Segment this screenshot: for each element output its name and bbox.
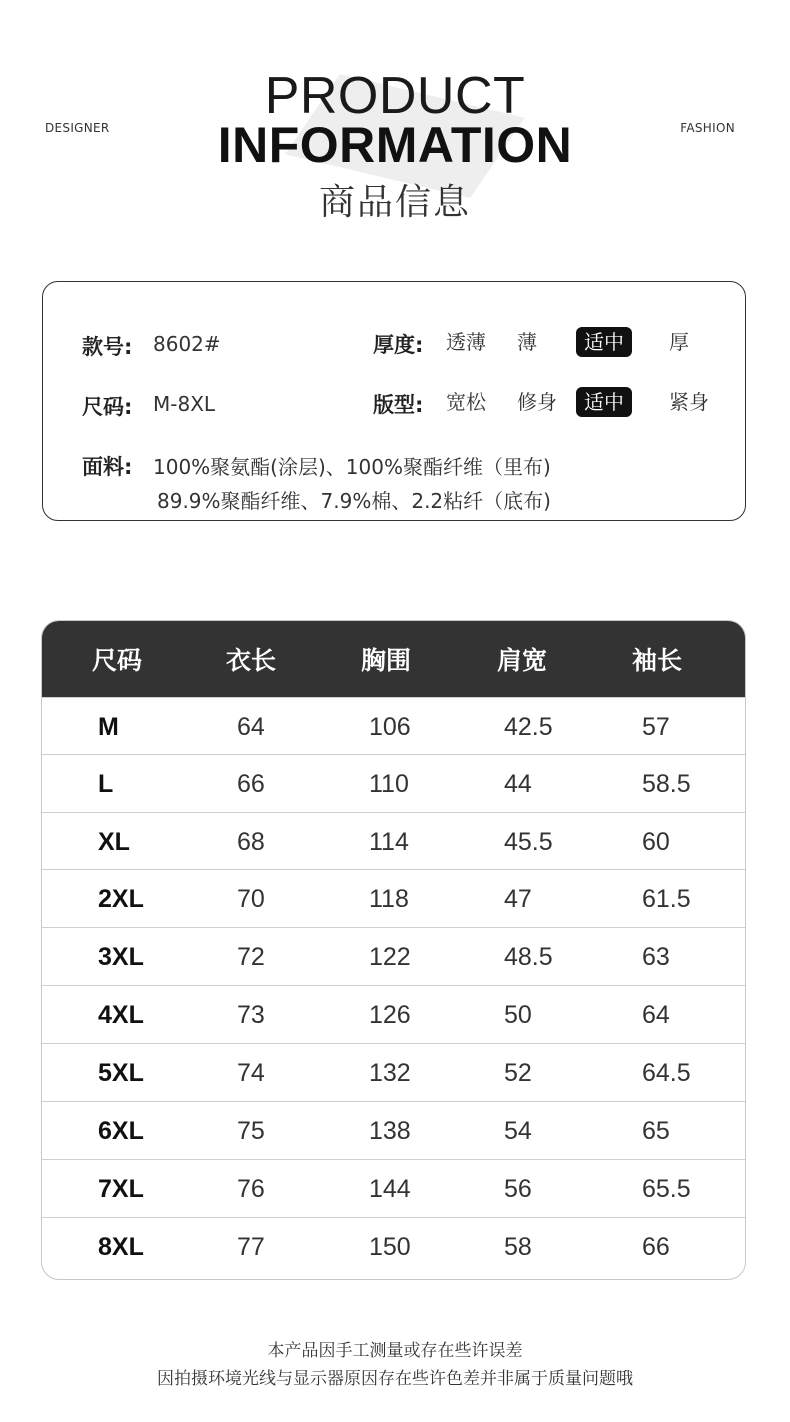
table-row xyxy=(42,1043,746,1101)
size-table-header xyxy=(42,621,746,697)
cell-size: 2XL xyxy=(98,885,144,913)
table-row xyxy=(42,1101,746,1159)
thickness-option-thin: 薄 xyxy=(517,330,537,354)
cell-sleeve: 61.5 xyxy=(642,885,691,913)
size-range-value: M-8XL xyxy=(153,392,216,416)
cell-shoulder: 45.5 xyxy=(504,828,553,856)
fabric-line-1: 100%聚氨酯(涂层)、100%聚酯纤维（里布) xyxy=(153,455,551,479)
cell-chest: 114 xyxy=(369,828,409,856)
cell-length: 73 xyxy=(237,1001,265,1029)
style-no-label: 款号: xyxy=(82,335,133,359)
thickness-option-very-thin: 透薄 xyxy=(446,330,486,354)
cell-length: 77 xyxy=(237,1233,265,1261)
cell-shoulder: 48.5 xyxy=(504,943,553,971)
table-row xyxy=(42,1217,746,1275)
cell-size: 8XL xyxy=(98,1233,144,1261)
cell-shoulder: 42.5 xyxy=(504,713,553,741)
cell-length: 75 xyxy=(237,1117,265,1145)
cell-sleeve: 64.5 xyxy=(642,1059,691,1087)
cell-size: L xyxy=(98,770,114,798)
cell-sleeve: 60 xyxy=(642,828,670,856)
cell-length: 68 xyxy=(237,828,265,856)
cell-shoulder: 44 xyxy=(504,770,532,798)
product-info-box xyxy=(42,281,746,521)
cell-sleeve: 58.5 xyxy=(642,770,691,798)
cell-chest: 138 xyxy=(369,1117,411,1145)
header-shoulder: 肩宽 xyxy=(497,646,548,675)
table-row xyxy=(42,697,746,755)
fit-option-loose: 宽松 xyxy=(446,390,486,414)
cell-length: 74 xyxy=(237,1059,265,1087)
table-row xyxy=(42,985,746,1043)
cell-size: 7XL xyxy=(98,1175,144,1203)
fit-label: 版型: xyxy=(373,393,424,417)
title-product: PRODUCT xyxy=(264,67,526,125)
cell-chest: 126 xyxy=(369,1001,411,1029)
cell-chest: 132 xyxy=(369,1059,411,1087)
thickness-option-thick: 厚 xyxy=(669,330,689,354)
measurement-note: 本产品因手工测量或存在些许误差 xyxy=(267,1341,523,1361)
cell-sleeve: 64 xyxy=(642,1001,670,1029)
table-row xyxy=(42,812,746,870)
cell-size: 3XL xyxy=(98,943,144,971)
designer-label: DESIGNER xyxy=(45,121,110,135)
cell-shoulder: 47 xyxy=(504,885,532,913)
cell-shoulder: 54 xyxy=(504,1117,532,1145)
cell-size: XL xyxy=(98,828,130,856)
table-row xyxy=(42,1159,746,1217)
cell-length: 70 xyxy=(237,885,265,913)
cell-chest: 106 xyxy=(369,713,411,741)
cell-shoulder: 52 xyxy=(504,1059,532,1087)
header-chest: 胸围 xyxy=(361,646,412,675)
cell-shoulder: 58 xyxy=(504,1233,532,1261)
cell-sleeve: 65 xyxy=(642,1117,670,1145)
table-row xyxy=(42,927,746,985)
cell-chest: 118 xyxy=(369,885,409,913)
cell-length: 76 xyxy=(237,1175,265,1203)
cell-length: 66 xyxy=(237,770,265,798)
cell-size: 6XL xyxy=(98,1117,144,1145)
cell-sleeve: 66 xyxy=(642,1233,670,1261)
cell-length: 72 xyxy=(237,943,265,971)
fit-option-regular-selected: 适中 xyxy=(576,387,632,417)
thickness-label: 厚度: xyxy=(373,333,424,357)
header-sleeve: 袖长 xyxy=(632,646,683,675)
cell-sleeve: 57 xyxy=(642,713,670,741)
title-information: INFORMATION xyxy=(217,117,573,173)
size-table xyxy=(41,620,746,1280)
cell-length: 64 xyxy=(237,713,265,741)
cell-sleeve: 63 xyxy=(642,943,670,971)
fabric-line-2: 89.9%聚酯纤维、7.9%棉、2.2粘纤（底布) xyxy=(157,489,551,513)
fit-option-tight: 紧身 xyxy=(669,390,709,414)
color-note: 因拍摄环境光线与显示器原因存在些许色差并非属于质量问题哦 xyxy=(157,1369,633,1389)
cell-shoulder: 56 xyxy=(504,1175,532,1203)
cell-chest: 144 xyxy=(369,1175,411,1203)
table-row xyxy=(42,754,746,812)
cell-size: M xyxy=(98,713,119,741)
title-chinese: 商品信息 xyxy=(318,182,471,223)
cell-shoulder: 50 xyxy=(504,1001,532,1029)
style-no-value: 8602# xyxy=(153,332,221,356)
fit-option-slim: 修身 xyxy=(517,390,557,414)
cell-chest: 110 xyxy=(369,770,409,798)
fabric-label: 面料: xyxy=(82,455,133,479)
cell-size: 5XL xyxy=(98,1059,144,1087)
thickness-option-medium-selected: 适中 xyxy=(576,327,632,357)
cell-sleeve: 65.5 xyxy=(642,1175,691,1203)
fashion-label: FASHION xyxy=(680,121,735,135)
size-range-label: 尺码: xyxy=(82,395,133,419)
cell-chest: 122 xyxy=(369,943,411,971)
header-size: 尺码 xyxy=(92,646,143,675)
cell-size: 4XL xyxy=(98,1001,144,1029)
cell-chest: 150 xyxy=(369,1233,411,1261)
header-length: 衣长 xyxy=(226,646,277,675)
table-row xyxy=(42,869,746,927)
